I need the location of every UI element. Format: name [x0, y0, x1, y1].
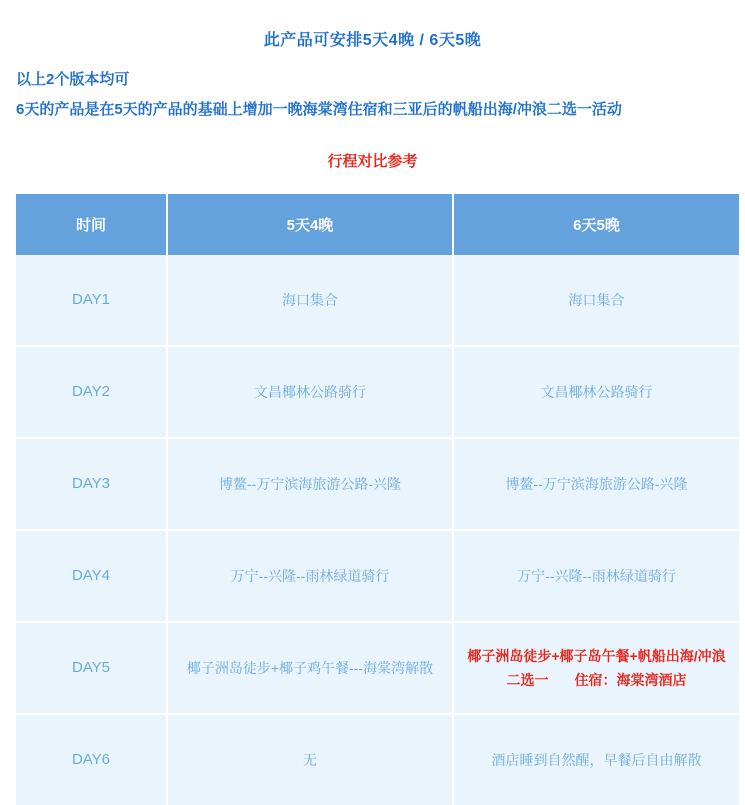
row-plan-a: 万宁--兴隆--雨林绿道骑行	[167, 530, 453, 622]
row-plan-b: 酒店睡到自然醒，早餐后自由解散	[453, 714, 739, 805]
table-row	[16, 346, 739, 438]
row-plan-a: 文昌椰林公路骑行	[167, 346, 453, 438]
row-day-label: DAY6	[16, 714, 167, 805]
table-row	[16, 530, 739, 622]
table-body	[16, 255, 739, 805]
row-day-label: DAY5	[16, 622, 167, 714]
section-subtitle: 行程对比参考	[327, 153, 418, 170]
row-day-label: DAY3	[16, 438, 167, 530]
row-plan-a: 博鳌--万宁滨海旅游公路-兴隆	[167, 438, 453, 530]
intro-block	[0, 0, 745, 171]
column-header-time: 时间	[16, 194, 167, 255]
table-row	[16, 255, 739, 346]
row-plan-b: 海口集合	[453, 255, 739, 346]
row-day-label: DAY2	[16, 346, 167, 438]
row-plan-b-lodging: 住宿：海棠湾酒店	[574, 672, 687, 688]
row-day-label: DAY4	[16, 530, 167, 622]
itinerary-comparison-table	[16, 194, 739, 805]
row-day-label: DAY1	[16, 255, 167, 346]
table-header	[16, 194, 739, 255]
row-plan-b-main: 椰子洲岛徒步+椰子岛午餐+帆船出海/冲浪二选一	[467, 648, 726, 688]
column-header-plan-b: 6天5晚	[453, 194, 739, 255]
intro-line-1: 以上2个版本均可	[16, 71, 130, 88]
row-plan-a: 海口集合	[167, 255, 453, 346]
row-plan-b-highlight	[453, 622, 739, 714]
table-row	[16, 438, 739, 530]
table-row	[16, 622, 739, 714]
column-header-plan-a: 5天4晚	[167, 194, 453, 255]
page-title: 此产品可安排5天4晚 / 6天5晚	[263, 32, 482, 49]
intro-line-2: 6天的产品是在5天的产品的基础上增加一晚海棠湾住宿和三亚后的帆船出海/冲浪二选一活动	[16, 101, 622, 118]
row-plan-b: 博鳌--万宁滨海旅游公路-兴隆	[453, 438, 739, 530]
row-plan-a: 无	[167, 714, 453, 805]
table-row	[16, 714, 739, 805]
row-plan-b: 万宁--兴隆--雨林绿道骑行	[453, 530, 739, 622]
table-header-row	[16, 194, 739, 255]
row-plan-a: 椰子洲岛徒步+椰子鸡午餐---海棠湾解散	[167, 622, 453, 714]
row-plan-b: 文昌椰林公路骑行	[453, 346, 739, 438]
